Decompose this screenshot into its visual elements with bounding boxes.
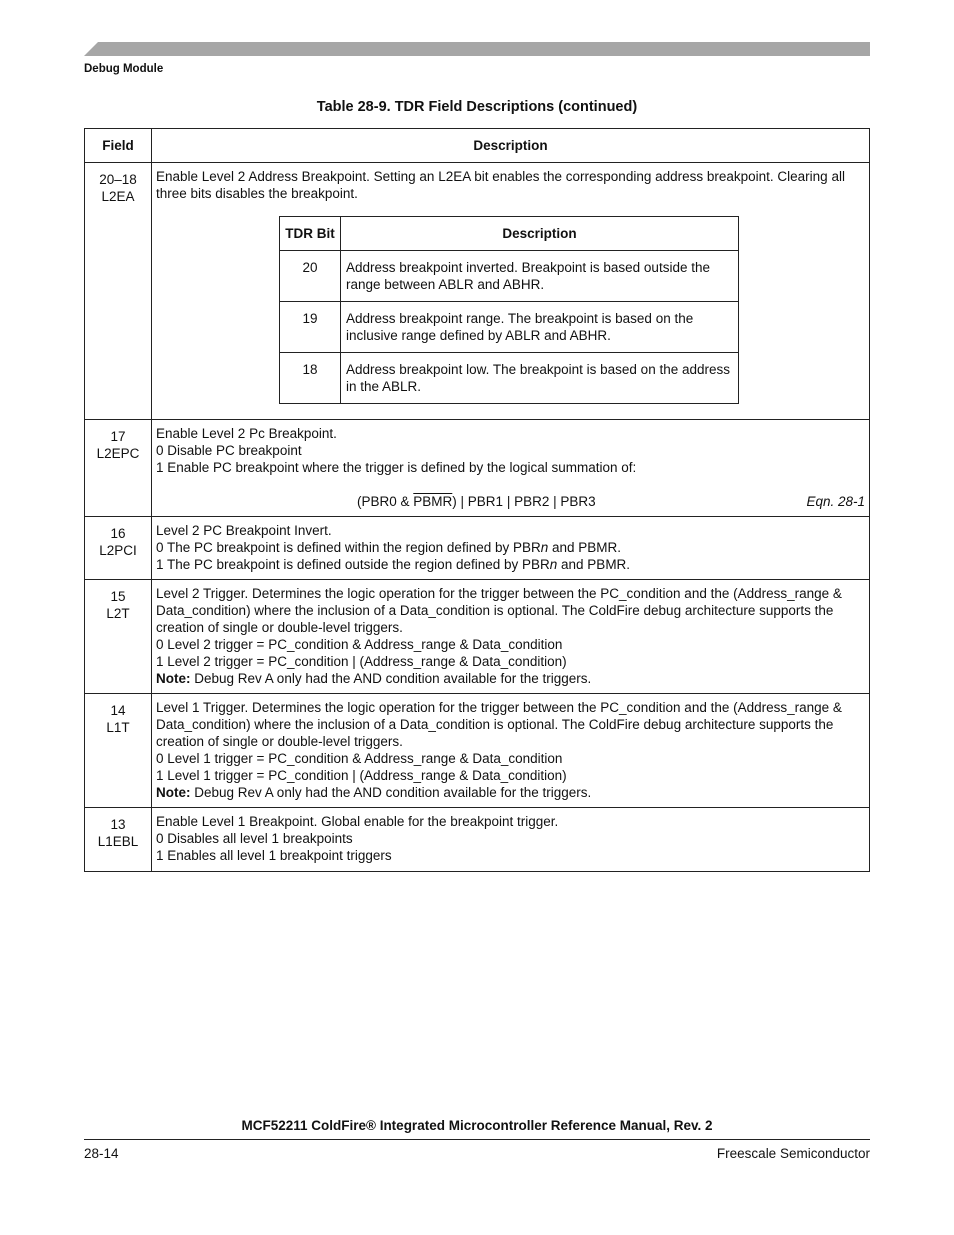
description-line: 0 Level 1 trigger = PC_condition & Address_range & Data_condition <box>156 751 563 766</box>
subtable-bit: 19 <box>280 302 341 353</box>
note-line <box>156 784 865 801</box>
field-cell <box>85 580 152 694</box>
tdr-bit-subtable <box>279 216 739 404</box>
note-label: Note: <box>156 785 191 800</box>
subtable-row <box>280 251 739 302</box>
field-name: L2PCI <box>99 543 137 558</box>
field-cell <box>85 163 152 420</box>
table-row <box>85 580 870 694</box>
field-cell <box>85 420 152 517</box>
footer-title: MCF52211 ColdFire® Integrated Microcontroller Reference Manual, Rev. 2 <box>241 1118 713 1133</box>
text-run: 0 The PC breakpoint is defined within the region defined by PBR <box>156 540 541 555</box>
text-run: 1 The PC breakpoint is defined outside the region defined by PBR <box>156 557 550 572</box>
field-name: L2EA <box>101 189 135 204</box>
field-cell <box>85 517 152 580</box>
text-run: and PBMR. <box>557 557 631 572</box>
description-line: Enable Level 1 Breakpoint. Global enable for the breakpoint trigger. <box>156 814 559 829</box>
description-cell <box>152 163 870 420</box>
description-line: 0 Level 2 trigger = PC_condition & Address_range & Data_condition <box>156 637 563 652</box>
description-line <box>156 556 865 573</box>
field-bits: 13 <box>110 817 126 832</box>
description-cell <box>152 517 870 580</box>
header-bar <box>84 42 870 56</box>
field-bits: 17 <box>110 429 126 444</box>
description-cell <box>152 694 870 808</box>
subtable-desc: Address breakpoint range. The breakpoint is based on the inclusive range defined by ABLR and ABHR. <box>341 302 739 353</box>
company-name: Freescale Semiconductor <box>716 1146 870 1161</box>
footer-rule <box>84 1139 870 1140</box>
subtable-desc: Address breakpoint low. The breakpoint is based on the address in the ABLR. <box>341 353 739 404</box>
subtable-desc: Address breakpoint inverted. Breakpoint is based outside the range between ABLR and ABHR. <box>341 251 739 302</box>
table-title: Table 28-9. TDR Field Descriptions (continued) <box>316 99 638 115</box>
equation-overline-term: PBMR <box>413 494 453 509</box>
description-text: Enable Level 2 Address Breakpoint. Setting an L2EA bit enables the corresponding address breakpoint. Clearing all three bits disables the breakpoint. <box>156 169 845 201</box>
field-cell <box>85 694 152 808</box>
section-label: Debug Module <box>84 63 164 75</box>
description-line: Enable Level 2 Pc Breakpoint. <box>156 426 337 441</box>
description-line: Level 2 Trigger. Determines the logic operation for the trigger between the PC_condition and the (Address_range & Data_condition) where the inclusion of a Data_condition is optional. The ColdFire debug architecture supports the creation of single or double-level triggers. <box>156 586 842 635</box>
subtable-col-description: Description <box>341 217 739 251</box>
italic-run: n <box>549 557 558 572</box>
col-header-description: Description <box>152 129 870 163</box>
field-bits: 20–18 <box>99 172 137 187</box>
table-header-row <box>85 129 870 163</box>
subtable-header-row <box>280 217 739 251</box>
description-line: 0 Disable PC breakpoint <box>156 443 302 458</box>
description-line: 1 Enable PC breakpoint where the trigger is defined by the logical summation of: <box>156 460 637 475</box>
field-name: L1T <box>106 720 130 735</box>
col-header-field: Field <box>85 129 152 163</box>
field-name: L1EBL <box>97 834 139 849</box>
description-line: Level 2 PC Breakpoint Invert. <box>156 523 332 538</box>
note-text: Debug Rev A only had the AND condition available for the triggers. <box>190 785 592 800</box>
description-cell <box>152 808 870 872</box>
description-cell <box>152 420 870 517</box>
subtable-bit: 20 <box>280 251 341 302</box>
field-cell <box>85 808 152 872</box>
description-line <box>156 539 865 556</box>
field-name: L2T <box>106 606 130 621</box>
equation-row <box>156 493 865 510</box>
table-row <box>85 163 870 420</box>
table-row <box>85 808 870 872</box>
field-bits: 14 <box>110 703 126 718</box>
equation <box>357 493 596 510</box>
equation-label: Eqn. 28-1 <box>806 494 865 509</box>
italic-run: n <box>540 540 549 555</box>
note-label: Note: <box>156 671 191 686</box>
table-row <box>85 420 870 517</box>
subtable-row <box>280 302 739 353</box>
page-number: 28-14 <box>84 1146 119 1161</box>
subtable-col-bit: TDR Bit <box>280 217 341 251</box>
description-line: 1 Level 1 trigger = PC_condition | (Address_range & Data_condition) <box>156 768 567 783</box>
description-line: 1 Enables all level 1 breakpoint triggers <box>156 848 392 863</box>
field-name: L2EPC <box>96 446 140 461</box>
equation-part: ) | PBR1 | PBR2 | PBR3 <box>452 494 596 509</box>
subtable-bit: 18 <box>280 353 341 404</box>
description-line: 1 Level 2 trigger = PC_condition | (Address_range & Data_condition) <box>156 654 567 669</box>
tdr-field-table <box>84 128 870 872</box>
field-bits: 15 <box>110 589 126 604</box>
note-line <box>156 670 865 687</box>
note-text: Debug Rev A only had the AND condition available for the triggers. <box>190 671 592 686</box>
subtable-row <box>280 353 739 404</box>
text-run: and PBMR. <box>548 540 622 555</box>
description-line: Level 1 Trigger. Determines the logic operation for the trigger between the PC_condition and the (Address_range & Data_condition) where the inclusion of a Data_condition is optional. The ColdFire debug architecture supports the creation of single or double-level triggers. <box>156 700 842 749</box>
table-row <box>85 694 870 808</box>
field-bits: 16 <box>110 526 126 541</box>
equation-part: (PBR0 & <box>357 494 414 509</box>
table-row <box>85 517 870 580</box>
description-line: 0 Disables all level 1 breakpoints <box>156 831 353 846</box>
description-cell <box>152 580 870 694</box>
